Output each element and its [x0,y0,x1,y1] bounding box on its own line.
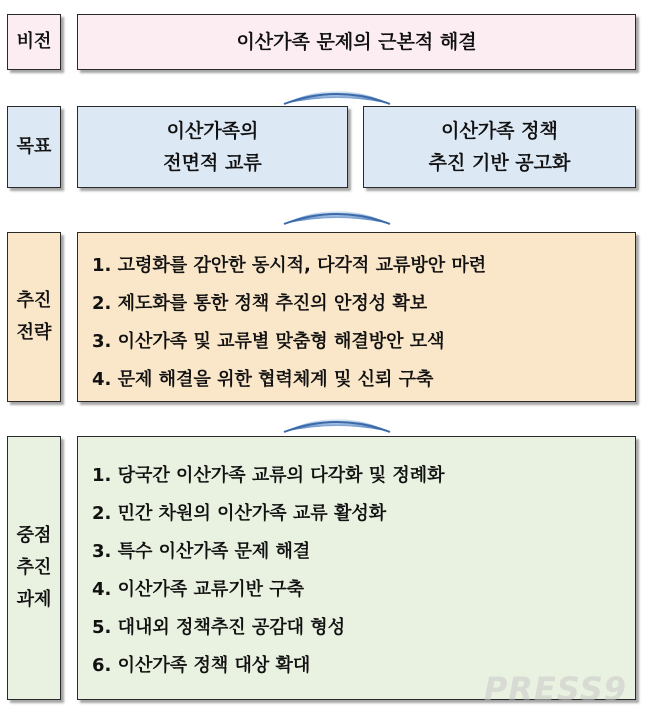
task-item-2: 2. 민간 차원의 이산가족 교류 활성화 [92,503,387,524]
goal-label: 목표 [16,136,52,157]
vision-content: 이산가족 문제의 근본적 해결 [236,31,477,53]
strategy-item-3: 3. 이산가족 및 교류별 맞춤형 해결방안 모색 [92,331,445,352]
tasks-label-box [7,436,61,700]
goal-item-2-line2: 추진 기반 공고화 [428,152,571,174]
tasks-content-box [77,436,636,700]
goal-item-1 [77,106,348,188]
task-item-4: 4. 이산가족 교류기반 구축 [92,579,305,600]
tasks-list [92,457,445,685]
task-item-5: 5. 대내외 정책추진 공감대 형성 [92,617,346,638]
strategy-label-box [7,232,61,402]
strategy-item-2: 2. 제도화를 통한 정책 추진의 안정성 확보 [92,293,428,314]
up-arrow-icon [282,190,392,226]
strategy-list [92,247,486,399]
goal-item-2 [363,106,636,188]
goal-item-1-line2: 전면적 교류 [163,152,262,174]
goal-item-2-line1: 이산가족 정책 [441,120,558,142]
strategy-label-line1: 추진 [16,290,52,311]
tasks-label-line2: 추진 [16,557,52,578]
task-item-6: 6. 이산가족 정책 대상 확대 [92,655,311,676]
task-item-1: 1. 당국간 이산가족 교류의 다각화 및 정례화 [92,465,445,486]
vision-label-box [7,14,61,70]
strategy-content-box [77,232,636,402]
vision-label: 비전 [16,31,52,52]
up-arrow-icon [282,70,392,106]
vision-content-box [77,14,636,70]
goal-item-1-line1: 이산가족의 [166,120,259,142]
strategy-item-4: 4. 문제 해결을 위한 협력체계 및 신뢰 구축 [92,369,434,390]
strategy-item-1: 1. 고령화를 감안한 동시적, 다각적 교류방안 마련 [92,255,487,276]
tasks-label-line1: 중점 [16,525,52,546]
up-arrow-icon [282,398,392,434]
tasks-label-line3: 과제 [16,589,52,610]
strategy-label-line2: 전략 [16,322,52,343]
watermark: PRESS9 [483,670,627,708]
goal-label-box [7,106,61,188]
task-item-3: 3. 특수 이산가족 문제 해결 [92,541,311,562]
